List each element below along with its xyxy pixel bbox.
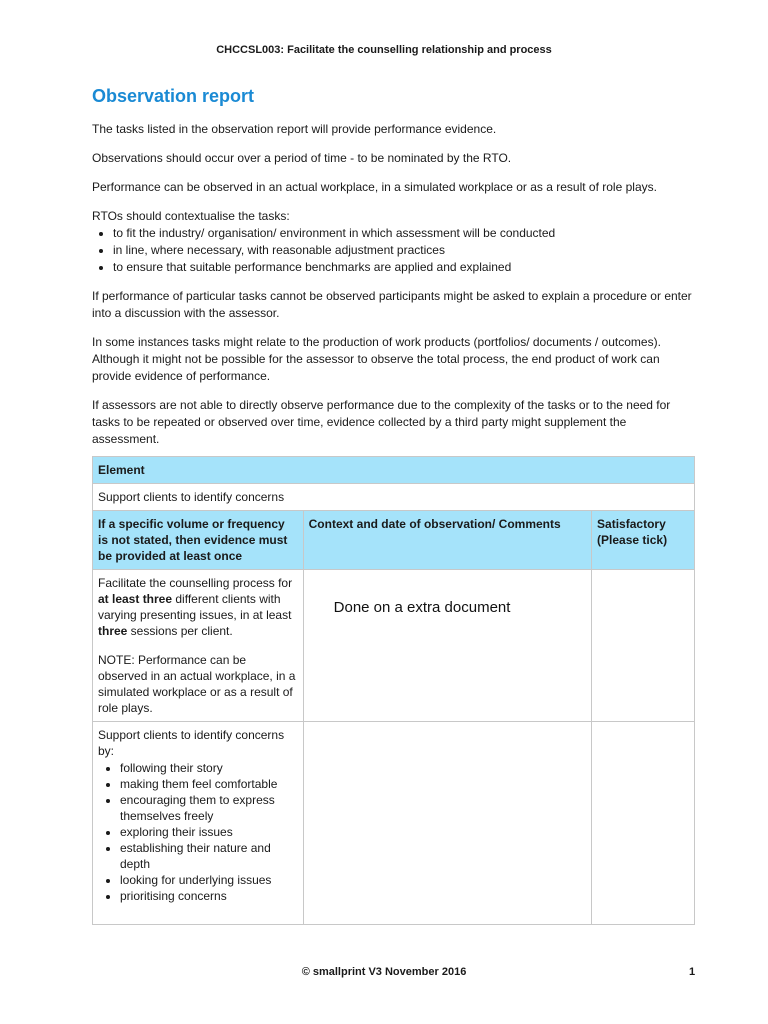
list-item: • in line, where necessary, with reasonable adjustment practices — [113, 242, 696, 259]
list-item: • following their story — [120, 760, 298, 776]
list-item: • exploring their issues — [120, 824, 298, 840]
satisfactory-cell[interactable] — [592, 722, 695, 925]
element-value: Support clients to identify concerns — [93, 484, 695, 511]
page-title: Observation report — [92, 86, 255, 106]
paragraph: The tasks listed in the observation report will provide performance evidence. — [92, 122, 497, 136]
column-header-satisfactory: Satisfactory (Please tick) — [592, 511, 695, 570]
comment-text: Done on a extra document — [333, 599, 511, 616]
list-item: • making them feel comfortable — [120, 776, 298, 792]
list-item: • looking for underlying issues — [120, 872, 298, 888]
column-header-evidence: If a specific volume or frequency is not stated, then evidence must be provided at least once — [93, 511, 304, 570]
comments-cell[interactable] — [303, 722, 591, 925]
task-cell — [93, 570, 304, 722]
intro-content — [92, 121, 696, 460]
comments-cell[interactable] — [303, 570, 591, 722]
task-description: Support clients to identify concerns by: — [98, 728, 285, 758]
page-footer: © smallprint V3 November 2016 — [301, 966, 467, 978]
observation-table — [92, 456, 695, 925]
column-header-comments: Context and date of observation/ Comments — [303, 511, 591, 570]
bullet-list — [98, 760, 298, 904]
page-header: CHCCSL003: Facilitate the counselling relationship and process — [216, 44, 552, 56]
table-row — [93, 570, 695, 722]
element-value-row — [93, 484, 695, 511]
list-item: • establishing their nature and depth — [120, 840, 298, 872]
task-note: NOTE: Performance can be observed in an actual workplace, in a simulated workplace or as a result of role plays. — [98, 653, 296, 715]
page-number: 1 — [689, 966, 696, 978]
paragraph: If assessors are not able to directly observe performance due to the complexity of the tasks or to the need for tasks to be repeated or observed over time, evidence collected by a third party might supplement the assessment. — [92, 398, 671, 446]
element-header-row — [93, 457, 695, 484]
list-item: • to fit the industry/ organisation/ environment in which assessment will be conducted — [113, 225, 696, 242]
paragraph: Performance can be observed in an actual workplace, in a simulated workplace or as a result of role plays. — [92, 180, 657, 194]
task-description: Facilitate the counselling process for at least three different clients with varying presenting issues, in at least three sessions per client. — [98, 576, 293, 638]
paragraph: In some instances tasks might relate to the production of work products (portfolios/ documents / outcomes). Although it might not be possible for the assessor to observe the total process, the end product of work can provide evidence of performance. — [92, 335, 661, 383]
list-item: • encouraging them to express themselves freely — [120, 792, 298, 824]
paragraph: RTOs should contextualise the tasks: — [92, 209, 290, 223]
element-label: Element — [93, 457, 695, 484]
list-item: • prioritising concerns — [120, 888, 298, 904]
task-cell — [93, 722, 304, 925]
satisfactory-cell[interactable] — [592, 570, 695, 722]
column-header-row — [93, 511, 695, 570]
table-row — [93, 722, 695, 925]
paragraph: If performance of particular tasks cannot be observed participants might be asked to explain a procedure or enter into a discussion with the assessor. — [92, 289, 692, 320]
list-item: • to ensure that suitable performance benchmarks are applied and explained — [113, 259, 696, 276]
bullet-list — [92, 225, 696, 276]
paragraph: Observations should occur over a period of time - to be nominated by the RTO. — [92, 151, 512, 165]
